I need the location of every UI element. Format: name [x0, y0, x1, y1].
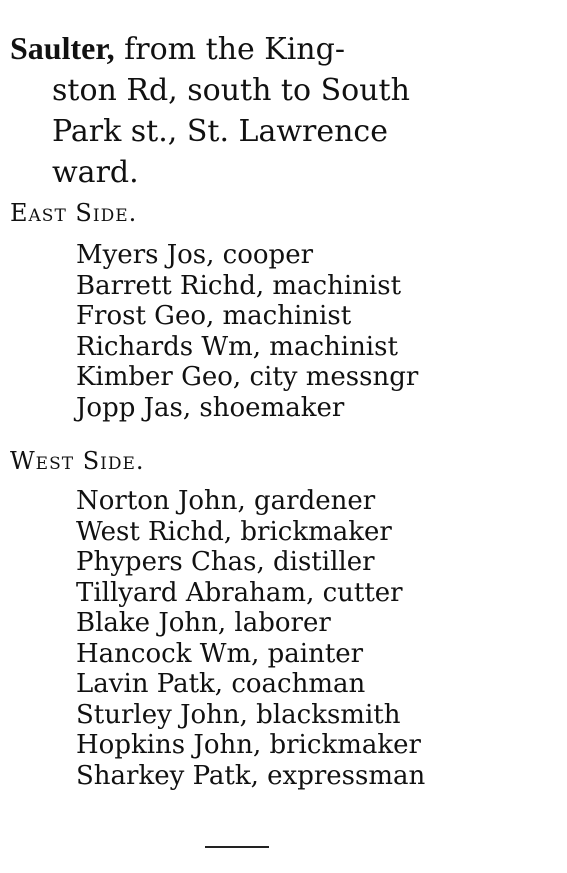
section-divider: [205, 846, 269, 848]
list-item: Frost Geo, machinist: [76, 301, 352, 331]
east-side-list: [76, 240, 418, 423]
east-side-title: East Side.: [10, 199, 138, 227]
list-item: Jopp Jas, shoemaker: [76, 392, 345, 423]
list-item: Sharkey Patk, expressman: [76, 760, 426, 791]
list-item: Hancock Wm, painter: [76, 638, 364, 669]
street-name: Saulter,: [10, 30, 115, 66]
list-item: Kimber Geo, city messngr: [76, 362, 419, 392]
list-item: Blake John, laborer: [76, 608, 331, 638]
heading-line-3: Park st., St. Lawrence: [52, 114, 388, 149]
list-item: Sturley John, blacksmith: [76, 699, 401, 730]
list-item: Tillyard Abraham, cutter: [76, 577, 403, 608]
heading-line-1-text: from the King-: [114, 32, 345, 67]
west-side-title: West Side.: [10, 447, 145, 475]
heading-line-4: ward.: [52, 155, 139, 190]
list-item: Norton John, gardener: [76, 486, 376, 516]
list-item: Phypers Chas, distiller: [76, 547, 375, 577]
list-item: Lavin Patk, coachman: [76, 669, 366, 699]
list-item: Barrett Richd, machinist: [76, 270, 402, 301]
heading-line-2: ston Rd, south to South: [52, 73, 410, 108]
west-side-list: [76, 486, 425, 791]
list-item: Myers Jos, cooper: [76, 240, 314, 270]
list-item: Richards Wm, machinist: [76, 331, 398, 362]
street-heading: [10, 28, 480, 193]
heading-line-1: [10, 28, 480, 70]
list-item: West Richd, brickmaker: [76, 516, 392, 547]
list-item: Hopkins John, brickmaker: [76, 730, 421, 760]
